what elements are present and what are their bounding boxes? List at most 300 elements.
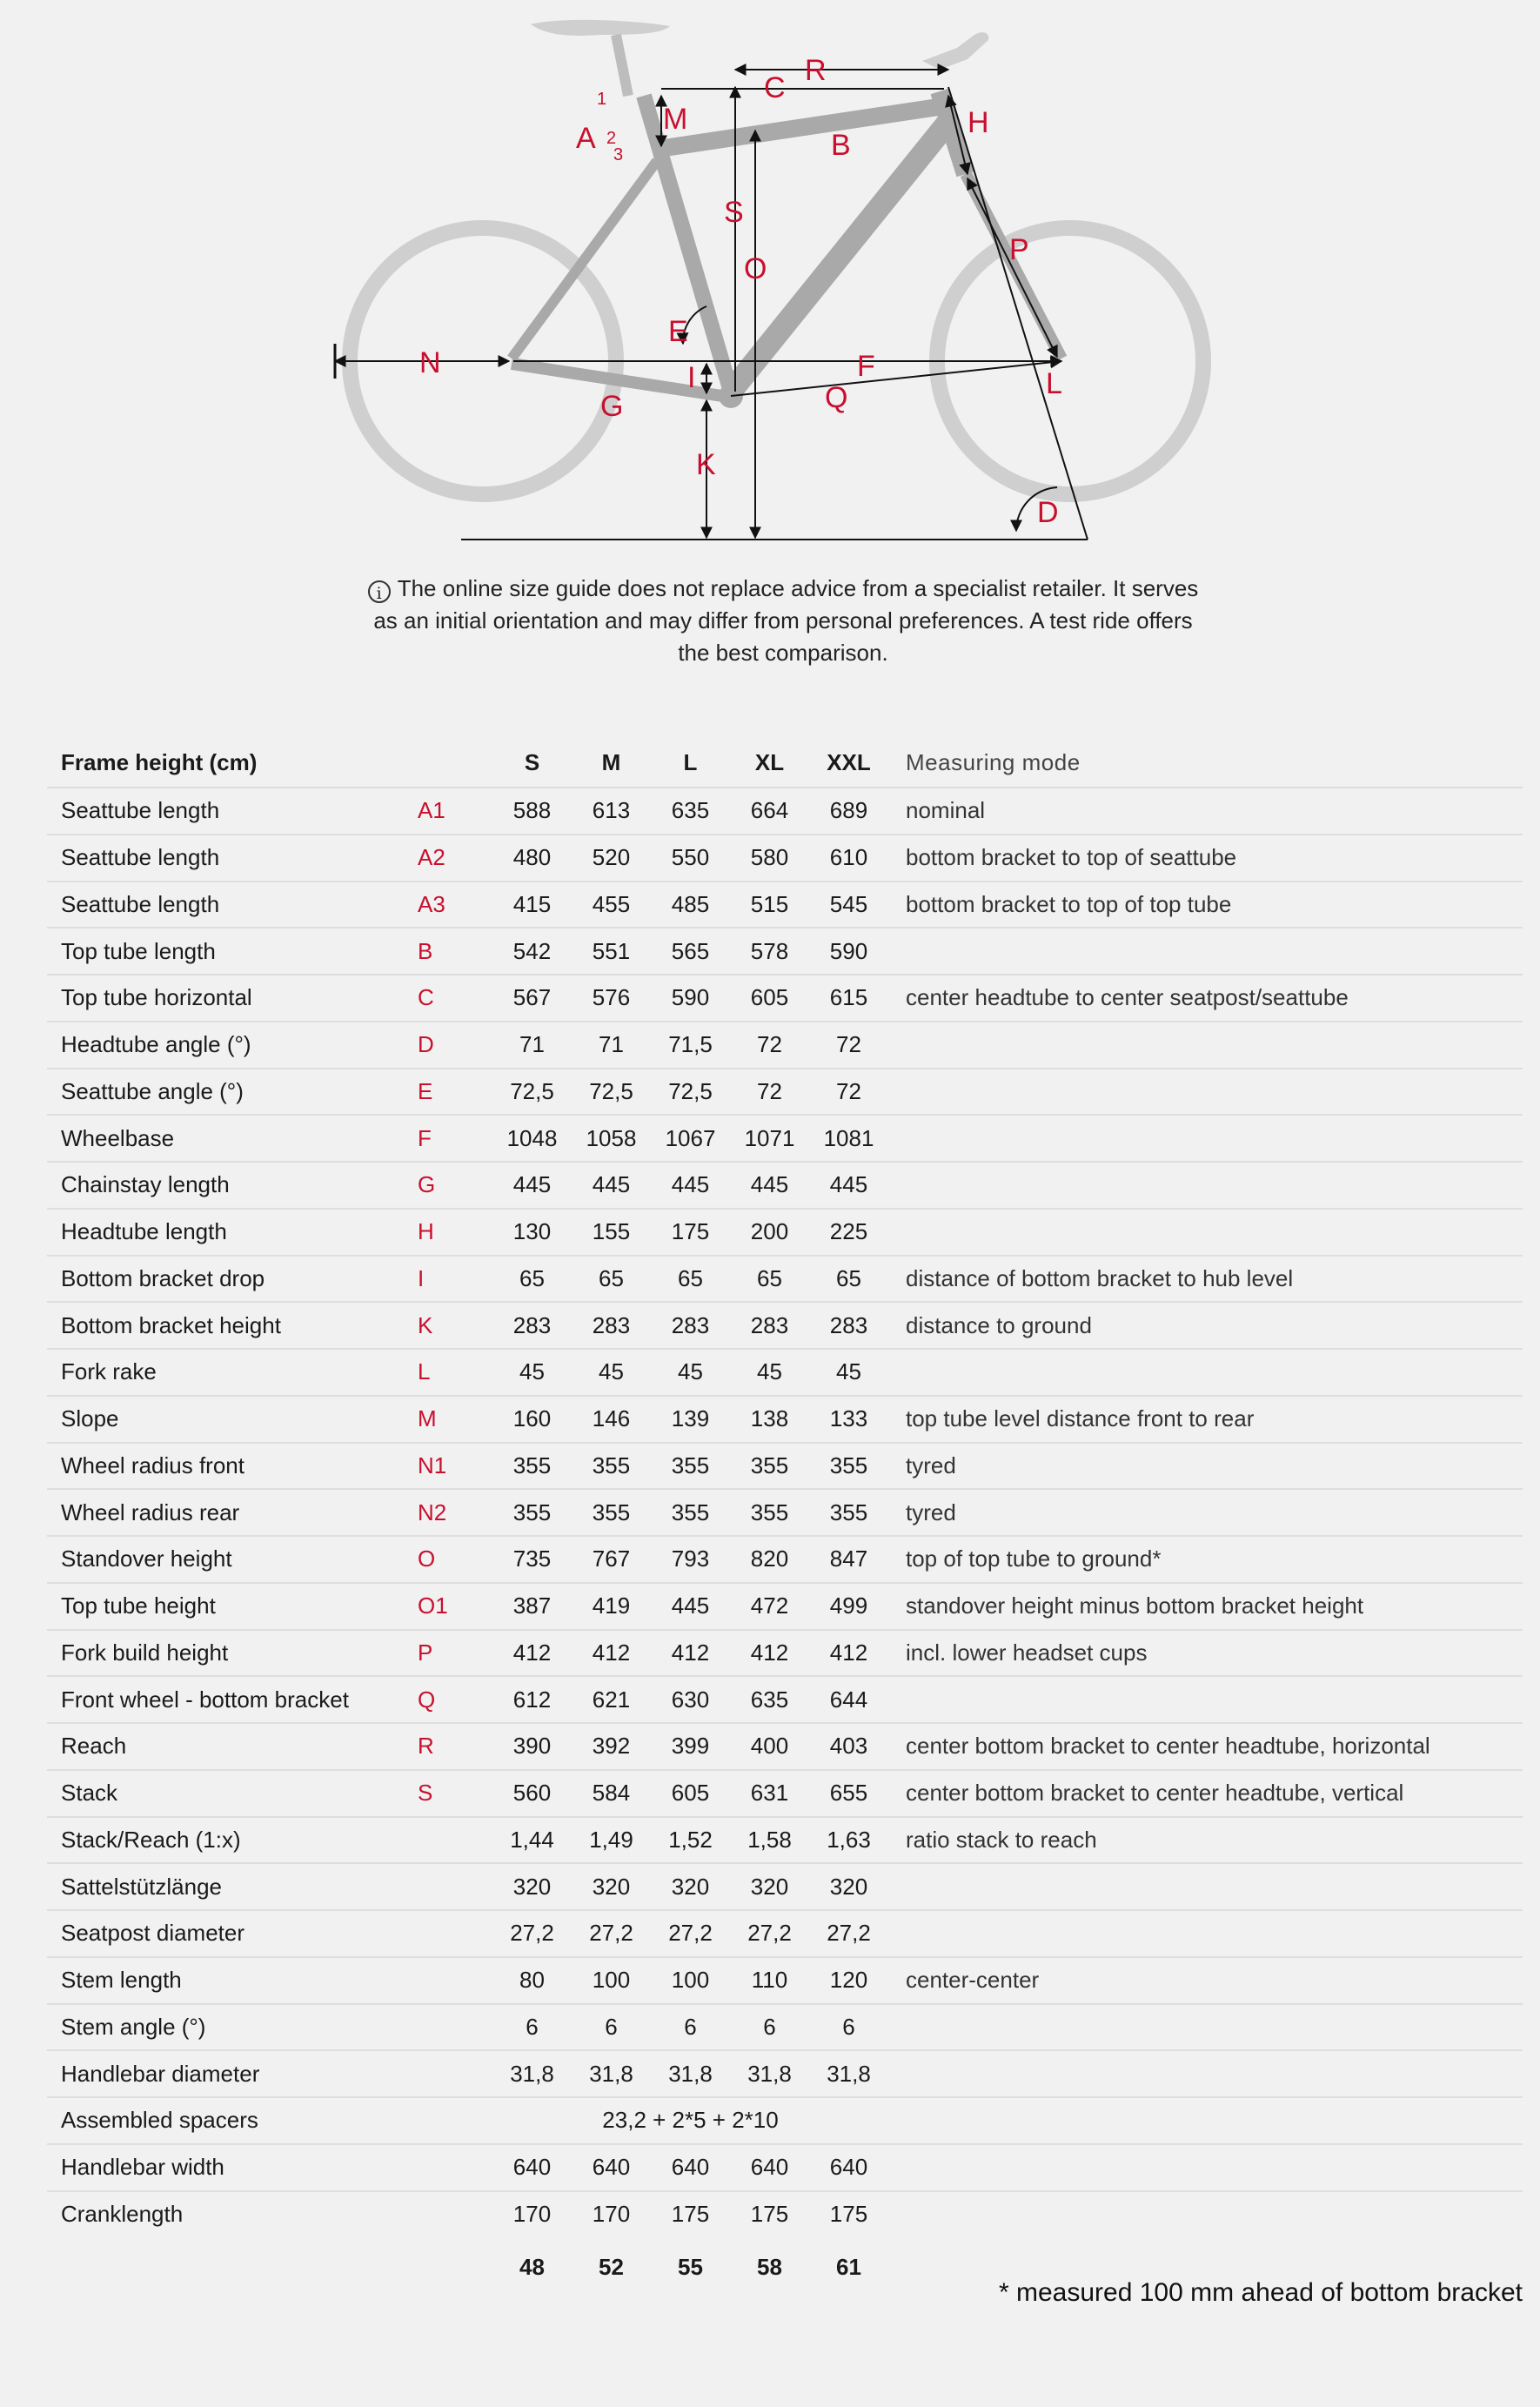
cell-value: 283 (809, 1302, 888, 1349)
row-measuring-mode (888, 2050, 1523, 2097)
row-code: I (418, 1256, 492, 1303)
cell-value: 412 (809, 1630, 888, 1677)
row-label: Fork build height (47, 1630, 418, 1677)
header-measuring-mode: Measuring mode (888, 738, 1523, 788)
cell-value: 820 (730, 1536, 809, 1583)
row-label: Headtube angle (°) (47, 1022, 418, 1069)
row-measuring-mode: center-center (888, 1957, 1523, 2004)
cell-value: 565 (651, 928, 730, 975)
cell-value: 392 (572, 1723, 651, 1770)
row-code: A3 (418, 882, 492, 929)
cell-value: 445 (730, 1162, 809, 1209)
table-row (47, 882, 1523, 929)
row-label: Stack (47, 1770, 418, 1817)
cell-value: 847 (809, 1536, 888, 1583)
table-row (47, 1536, 1523, 1583)
cell-value: 400 (730, 1723, 809, 1770)
cell-value: 65 (809, 1256, 888, 1303)
cell-value: 31,8 (730, 2050, 809, 2097)
cell-value: 355 (730, 1443, 809, 1490)
cell-value: 138 (730, 1396, 809, 1443)
cell-value: 160 (492, 1396, 572, 1443)
table-row (47, 1583, 1523, 1630)
cell-value: 542 (492, 928, 572, 975)
cell-value: 635 (730, 1676, 809, 1723)
cell-value: 31,8 (492, 2050, 572, 2097)
cell-value: 283 (572, 1302, 651, 1349)
row-label: Top tube horizontal (47, 975, 418, 1022)
cell-value: 1067 (651, 1115, 730, 1162)
row-label: Slope (47, 1396, 418, 1443)
cell-value: 320 (572, 1863, 651, 1910)
row-measuring-mode (888, 1209, 1523, 1256)
label-s: S (724, 196, 744, 229)
header-size-xxl: XXL (809, 738, 888, 788)
cell-value: 65 (651, 1256, 730, 1303)
cell-value: 793 (651, 1536, 730, 1583)
label-m: M (663, 103, 688, 136)
cell-value: 31,8 (572, 2050, 651, 2097)
row-measuring-mode (888, 1115, 1523, 1162)
label-q: Q (825, 381, 848, 414)
cell-value: 590 (809, 928, 888, 975)
row-code: P (418, 1630, 492, 1677)
row-label: Standover height (47, 1536, 418, 1583)
cell-value: 635 (651, 788, 730, 835)
cell-value: 27,2 (572, 1910, 651, 1957)
cell-value: 567 (492, 975, 572, 1022)
label-r: R (805, 54, 827, 87)
cell-value: 613 (572, 788, 651, 835)
row-code: F (418, 1115, 492, 1162)
label-o: O (744, 252, 767, 285)
row-measuring-mode (888, 1162, 1523, 1209)
cell-value: 631 (730, 1770, 809, 1817)
row-label: Seatpost diameter (47, 1910, 418, 1957)
cell-value: 170 (592, 2200, 631, 2227)
row-label: Seattube length (47, 835, 418, 882)
table-row (47, 1817, 1523, 1864)
cell-value: 72 (809, 1022, 888, 1069)
row-measuring-mode: ratio stack to reach (888, 1817, 1523, 1864)
cell-value: 445 (572, 1162, 651, 1209)
cell-value: 175 (671, 2200, 710, 2227)
cell-value: 1,52 (651, 1817, 730, 1864)
cell-value: 6 (730, 2004, 809, 2051)
cell-value: 65 (572, 1256, 651, 1303)
cell-value: 175 (651, 1209, 730, 1256)
cell-value: 283 (651, 1302, 730, 1349)
cell-value: 45 (492, 1349, 572, 1396)
cell-value: 355 (572, 1489, 651, 1536)
row-code: G (418, 1162, 492, 1209)
cell-value: 615 (809, 975, 888, 1022)
row-code: K (418, 1302, 492, 1349)
row-code: D (418, 1022, 492, 1069)
cell-value: 100 (651, 1957, 730, 2004)
row-label: Seattube angle (°) (47, 1069, 418, 1116)
cell-value: 283 (730, 1302, 809, 1349)
row-label: Handlebar width (47, 2144, 418, 2191)
row-code: O1 (418, 1583, 492, 1630)
label-g: G (600, 390, 624, 423)
row-label: Cranklength (61, 2200, 184, 2227)
row-code: O (418, 1536, 492, 1583)
row-label: Sattelstützlänge (47, 1863, 418, 1910)
cell-value: 27,2 (809, 1910, 888, 1957)
cell-value: 578 (730, 928, 809, 975)
cell-value: 1081 (809, 1115, 888, 1162)
cell-value: 355 (492, 1443, 572, 1490)
cell-value: 560 (492, 1770, 572, 1817)
cell-value: 110 (730, 1957, 809, 2004)
cell-value: 390 (492, 1723, 572, 1770)
cell-value: 72 (730, 1069, 809, 1116)
row-label: Stem angle (°) (47, 2004, 418, 2051)
headtube-axis (948, 87, 1088, 540)
cell-value: 6 (492, 2004, 572, 2051)
cell-value: 590 (651, 975, 730, 1022)
table-row (47, 1863, 1523, 1910)
row-measuring-mode (888, 2191, 1523, 2237)
table-row (47, 1396, 1523, 1443)
header-frame-height: Frame height (cm) (47, 738, 418, 788)
cell-value: 403 (809, 1723, 888, 1770)
handlebar (922, 32, 988, 70)
row-label: Chainstay length (47, 1162, 418, 1209)
label-f: F (857, 350, 875, 383)
row-code (418, 2097, 492, 2144)
cell-value: 412 (651, 1630, 730, 1677)
label-e: E (668, 315, 688, 348)
cell-value: 71 (492, 1022, 572, 1069)
cell-value: 415 (492, 882, 572, 929)
merged-value: 23,2 + 2*5 + 2*10 (492, 2097, 888, 2144)
row-label: Wheel radius front (47, 1443, 418, 1490)
row-label: Bottom bracket drop (47, 1256, 418, 1303)
cell-value: 605 (651, 1770, 730, 1817)
row-label: Seattube length (47, 788, 418, 835)
row-label: Bottom bracket height (47, 1302, 418, 1349)
cell-value: 387 (492, 1583, 572, 1630)
cell-value: 45 (809, 1349, 888, 1396)
geometry-table (47, 738, 1523, 2297)
table-row (47, 975, 1523, 1022)
row-code: L (418, 1349, 492, 1396)
row-measuring-mode: bottom bracket to top of seattube (888, 835, 1523, 882)
cell-value: 130 (492, 1209, 572, 1256)
seat-stay (512, 161, 657, 359)
row-measuring-mode: nominal (888, 788, 1523, 835)
row-measuring-mode: distance of bottom bracket to hub level (888, 1256, 1523, 1303)
cell-value: 640 (809, 2144, 888, 2191)
cell-value: 735 (492, 1536, 572, 1583)
cell-value: 1,58 (730, 1817, 809, 1864)
seatpost (616, 35, 628, 96)
row-code (418, 2191, 492, 2237)
label-c: C (764, 71, 786, 104)
table-row (47, 1723, 1523, 1770)
cell-value: 445 (809, 1162, 888, 1209)
cell-value: 320 (492, 1863, 572, 1910)
table-row (47, 1069, 1523, 1116)
row-measuring-mode: distance to ground (888, 1302, 1523, 1349)
cell-value: 499 (809, 1583, 888, 1630)
table-row (47, 1349, 1523, 1396)
cell-value: 664 (730, 788, 809, 835)
cell-value: 445 (651, 1583, 730, 1630)
row-label: Assembled spacers (47, 2097, 418, 2144)
cell-value: 27,2 (730, 1910, 809, 1957)
bike-geometry-diagram (0, 0, 1540, 557)
cell-value: 31,8 (809, 2050, 888, 2097)
cell-value: 455 (572, 882, 651, 929)
cell-value: 72 (809, 1069, 888, 1116)
row-code (418, 2050, 492, 2097)
row-label: Headtube length (47, 1209, 418, 1256)
cell-value: 27,2 (492, 1910, 572, 1957)
row-measuring-mode (888, 2004, 1523, 2051)
label-b: B (831, 129, 851, 162)
cell-value: 355 (809, 1443, 888, 1490)
table-row (47, 788, 1523, 835)
cell-value: 45 (651, 1349, 730, 1396)
table-row (47, 928, 1523, 975)
row-measuring-mode: tyred (888, 1443, 1523, 1490)
cell-value: 170 (512, 2200, 552, 2227)
row-code: B (418, 928, 492, 975)
cell-value: 1071 (730, 1115, 809, 1162)
row-code (418, 2144, 492, 2191)
cell-value: 6 (572, 2004, 651, 2051)
cell-value: 65 (730, 1256, 809, 1303)
cell-value: 399 (651, 1723, 730, 1770)
cell-value: 630 (651, 1676, 730, 1723)
row-code: N1 (418, 1443, 492, 1490)
row-label: Wheelbase (47, 1115, 418, 1162)
cell-value: 1048 (492, 1115, 572, 1162)
cell-value: 445 (651, 1162, 730, 1209)
cell-value: 283 (492, 1302, 572, 1349)
cell-value: 72,5 (572, 1069, 651, 1116)
row-measuring-mode: top of top tube to ground* (888, 1536, 1523, 1583)
footnote: * measured 100 mm ahead of bottom bracket (999, 2278, 1523, 2307)
table-row (47, 1910, 1523, 1957)
cell-value: 1058 (572, 1115, 651, 1162)
header-size-m: M (572, 738, 651, 788)
row-label: Wheel radius rear (47, 1489, 418, 1536)
cell-value: 45 (572, 1349, 651, 1396)
table-row (47, 1022, 1523, 1069)
cell-value: 320 (651, 1863, 730, 1910)
row-code (418, 1863, 492, 1910)
label-n: N (419, 346, 441, 379)
cell-value: 146 (572, 1396, 651, 1443)
row-label: Reach (47, 1723, 418, 1770)
row-code: A1 (418, 788, 492, 835)
label-d: D (1037, 496, 1059, 529)
cell-value: 689 (809, 788, 888, 835)
table-row (47, 2004, 1523, 2051)
cell-value: 120 (809, 1957, 888, 2004)
table-row (47, 1256, 1523, 1303)
label-sub-1: 1 (597, 90, 607, 109)
row-measuring-mode: bottom bracket to top of top tube (888, 882, 1523, 929)
cell-value: 72,5 (651, 1069, 730, 1116)
cell-value: 200 (730, 1209, 809, 1256)
cell-value: 515 (730, 882, 809, 929)
cell-value: 320 (730, 1863, 809, 1910)
row-measuring-mode (888, 1022, 1523, 1069)
header-size-l: L (651, 738, 730, 788)
cell-value: 767 (572, 1536, 651, 1583)
table-row (47, 2144, 1523, 2191)
cell-value: 155 (572, 1209, 651, 1256)
row-label: Stem length (47, 1957, 418, 2004)
row-measuring-mode (888, 1910, 1523, 1957)
cell-value: 640 (492, 2144, 572, 2191)
row-measuring-mode (888, 1863, 1523, 1910)
table-header (47, 738, 1523, 788)
row-code (418, 2004, 492, 2051)
row-measuring-mode (888, 1069, 1523, 1116)
cell-value: 6 (809, 2004, 888, 2051)
table-row (47, 1676, 1523, 1723)
cell-value: 139 (651, 1396, 730, 1443)
table-row (47, 1443, 1523, 1490)
cell-value: 655 (809, 1770, 888, 1817)
cell-value: 419 (572, 1583, 651, 1630)
footer-value: 48 (519, 2253, 545, 2280)
header-size-s: S (492, 738, 572, 788)
row-label: Top tube length (47, 928, 418, 975)
cell-value: 31,8 (651, 2050, 730, 2097)
cell-value: 644 (809, 1676, 888, 1723)
cell-value: 355 (492, 1489, 572, 1536)
cell-value: 640 (572, 2144, 651, 2191)
disclaimer-text: The online size guide does not replace advice from a specialist retailer. It serves as an initial orientation and may differ from personal preferences. A test ride offers the best comparison. (373, 575, 1199, 666)
row-measuring-mode (888, 928, 1523, 975)
cell-value: 580 (730, 835, 809, 882)
cell-value: 621 (572, 1676, 651, 1723)
cell-value: 551 (572, 928, 651, 975)
label-i: I (687, 361, 696, 394)
row-measuring-mode: top tube level distance front to rear (888, 1396, 1523, 1443)
cell-value: 355 (651, 1489, 730, 1536)
cell-value: 72 (730, 1022, 809, 1069)
row-code: R (418, 1723, 492, 1770)
row-measuring-mode (888, 1676, 1523, 1723)
cell-value: 412 (572, 1630, 651, 1677)
cell-value: 355 (730, 1489, 809, 1536)
cell-value: 355 (651, 1443, 730, 1490)
saddle (531, 20, 670, 36)
table-row (47, 1770, 1523, 1817)
label-h: H (968, 106, 989, 139)
cell-value: 1,49 (572, 1817, 651, 1864)
row-code (418, 1817, 492, 1864)
cell-value: 576 (572, 975, 651, 1022)
cell-value: 445 (492, 1162, 572, 1209)
row-code: N2 (418, 1489, 492, 1536)
cell-value: 472 (730, 1583, 809, 1630)
row-code: H (418, 1209, 492, 1256)
cell-value: 45 (730, 1349, 809, 1396)
table-row (47, 2191, 1523, 2237)
footer-value: 55 (678, 2253, 703, 2280)
footer-value: 61 (836, 2253, 861, 2280)
cell-value: 71,5 (651, 1022, 730, 1069)
cell-value: 550 (651, 835, 730, 882)
cell-value: 320 (809, 1863, 888, 1910)
cell-value: 72,5 (492, 1069, 572, 1116)
table-row (47, 1630, 1523, 1677)
cell-value: 133 (809, 1396, 888, 1443)
table-row (47, 1209, 1523, 1256)
row-measuring-mode (888, 2097, 1523, 2144)
row-code: C (418, 975, 492, 1022)
row-code: M (418, 1396, 492, 1443)
cell-value: 588 (492, 788, 572, 835)
cell-value: 605 (730, 975, 809, 1022)
table-row (47, 1162, 1523, 1209)
table-row (47, 2050, 1523, 2097)
row-label: Fork rake (47, 1349, 418, 1396)
top-tube (653, 106, 944, 150)
table-row (47, 1957, 1523, 2004)
cell-value: 27,2 (651, 1910, 730, 1957)
cell-value: 640 (651, 2144, 730, 2191)
row-code (418, 1910, 492, 1957)
label-k: K (696, 448, 716, 481)
cell-value: 520 (572, 835, 651, 882)
cell-value: 65 (492, 1256, 572, 1303)
label-l: L (1046, 367, 1062, 400)
cell-value: 584 (572, 1770, 651, 1817)
row-label: Seattube length (47, 882, 418, 929)
row-code: S (418, 1770, 492, 1817)
cell-value: 355 (572, 1443, 651, 1490)
cell-value: 485 (651, 882, 730, 929)
cell-value: 80 (492, 1957, 572, 2004)
row-measuring-mode (888, 2144, 1523, 2191)
cell-value: 1,44 (492, 1817, 572, 1864)
cell-value: 1,63 (809, 1817, 888, 1864)
row-measuring-mode: standover height minus bottom bracket height (888, 1583, 1523, 1630)
label-sub-3: 3 (613, 145, 624, 164)
row-code: A2 (418, 835, 492, 882)
label-p: P (1009, 233, 1029, 266)
row-code: E (418, 1069, 492, 1116)
footer-value: 58 (757, 2253, 782, 2280)
cell-value: 612 (492, 1676, 572, 1723)
cell-value: 100 (572, 1957, 651, 2004)
info-icon: i (368, 580, 391, 603)
row-measuring-mode: center headtube to center seatpost/seattube (888, 975, 1523, 1022)
row-measuring-mode: center bottom bracket to center headtube, vertical (888, 1770, 1523, 1817)
header-size-xl: XL (730, 738, 809, 788)
table-row (47, 835, 1523, 882)
cell-value: 610 (809, 835, 888, 882)
cell-value: 480 (492, 835, 572, 882)
table-row (47, 2097, 1523, 2144)
row-label: Top tube height (47, 1583, 418, 1630)
cell-value: 545 (809, 882, 888, 929)
cell-value: 71 (572, 1022, 651, 1069)
row-code: Q (418, 1676, 492, 1723)
row-measuring-mode: tyred (888, 1489, 1523, 1536)
row-measuring-mode: incl. lower headset cups (888, 1630, 1523, 1677)
